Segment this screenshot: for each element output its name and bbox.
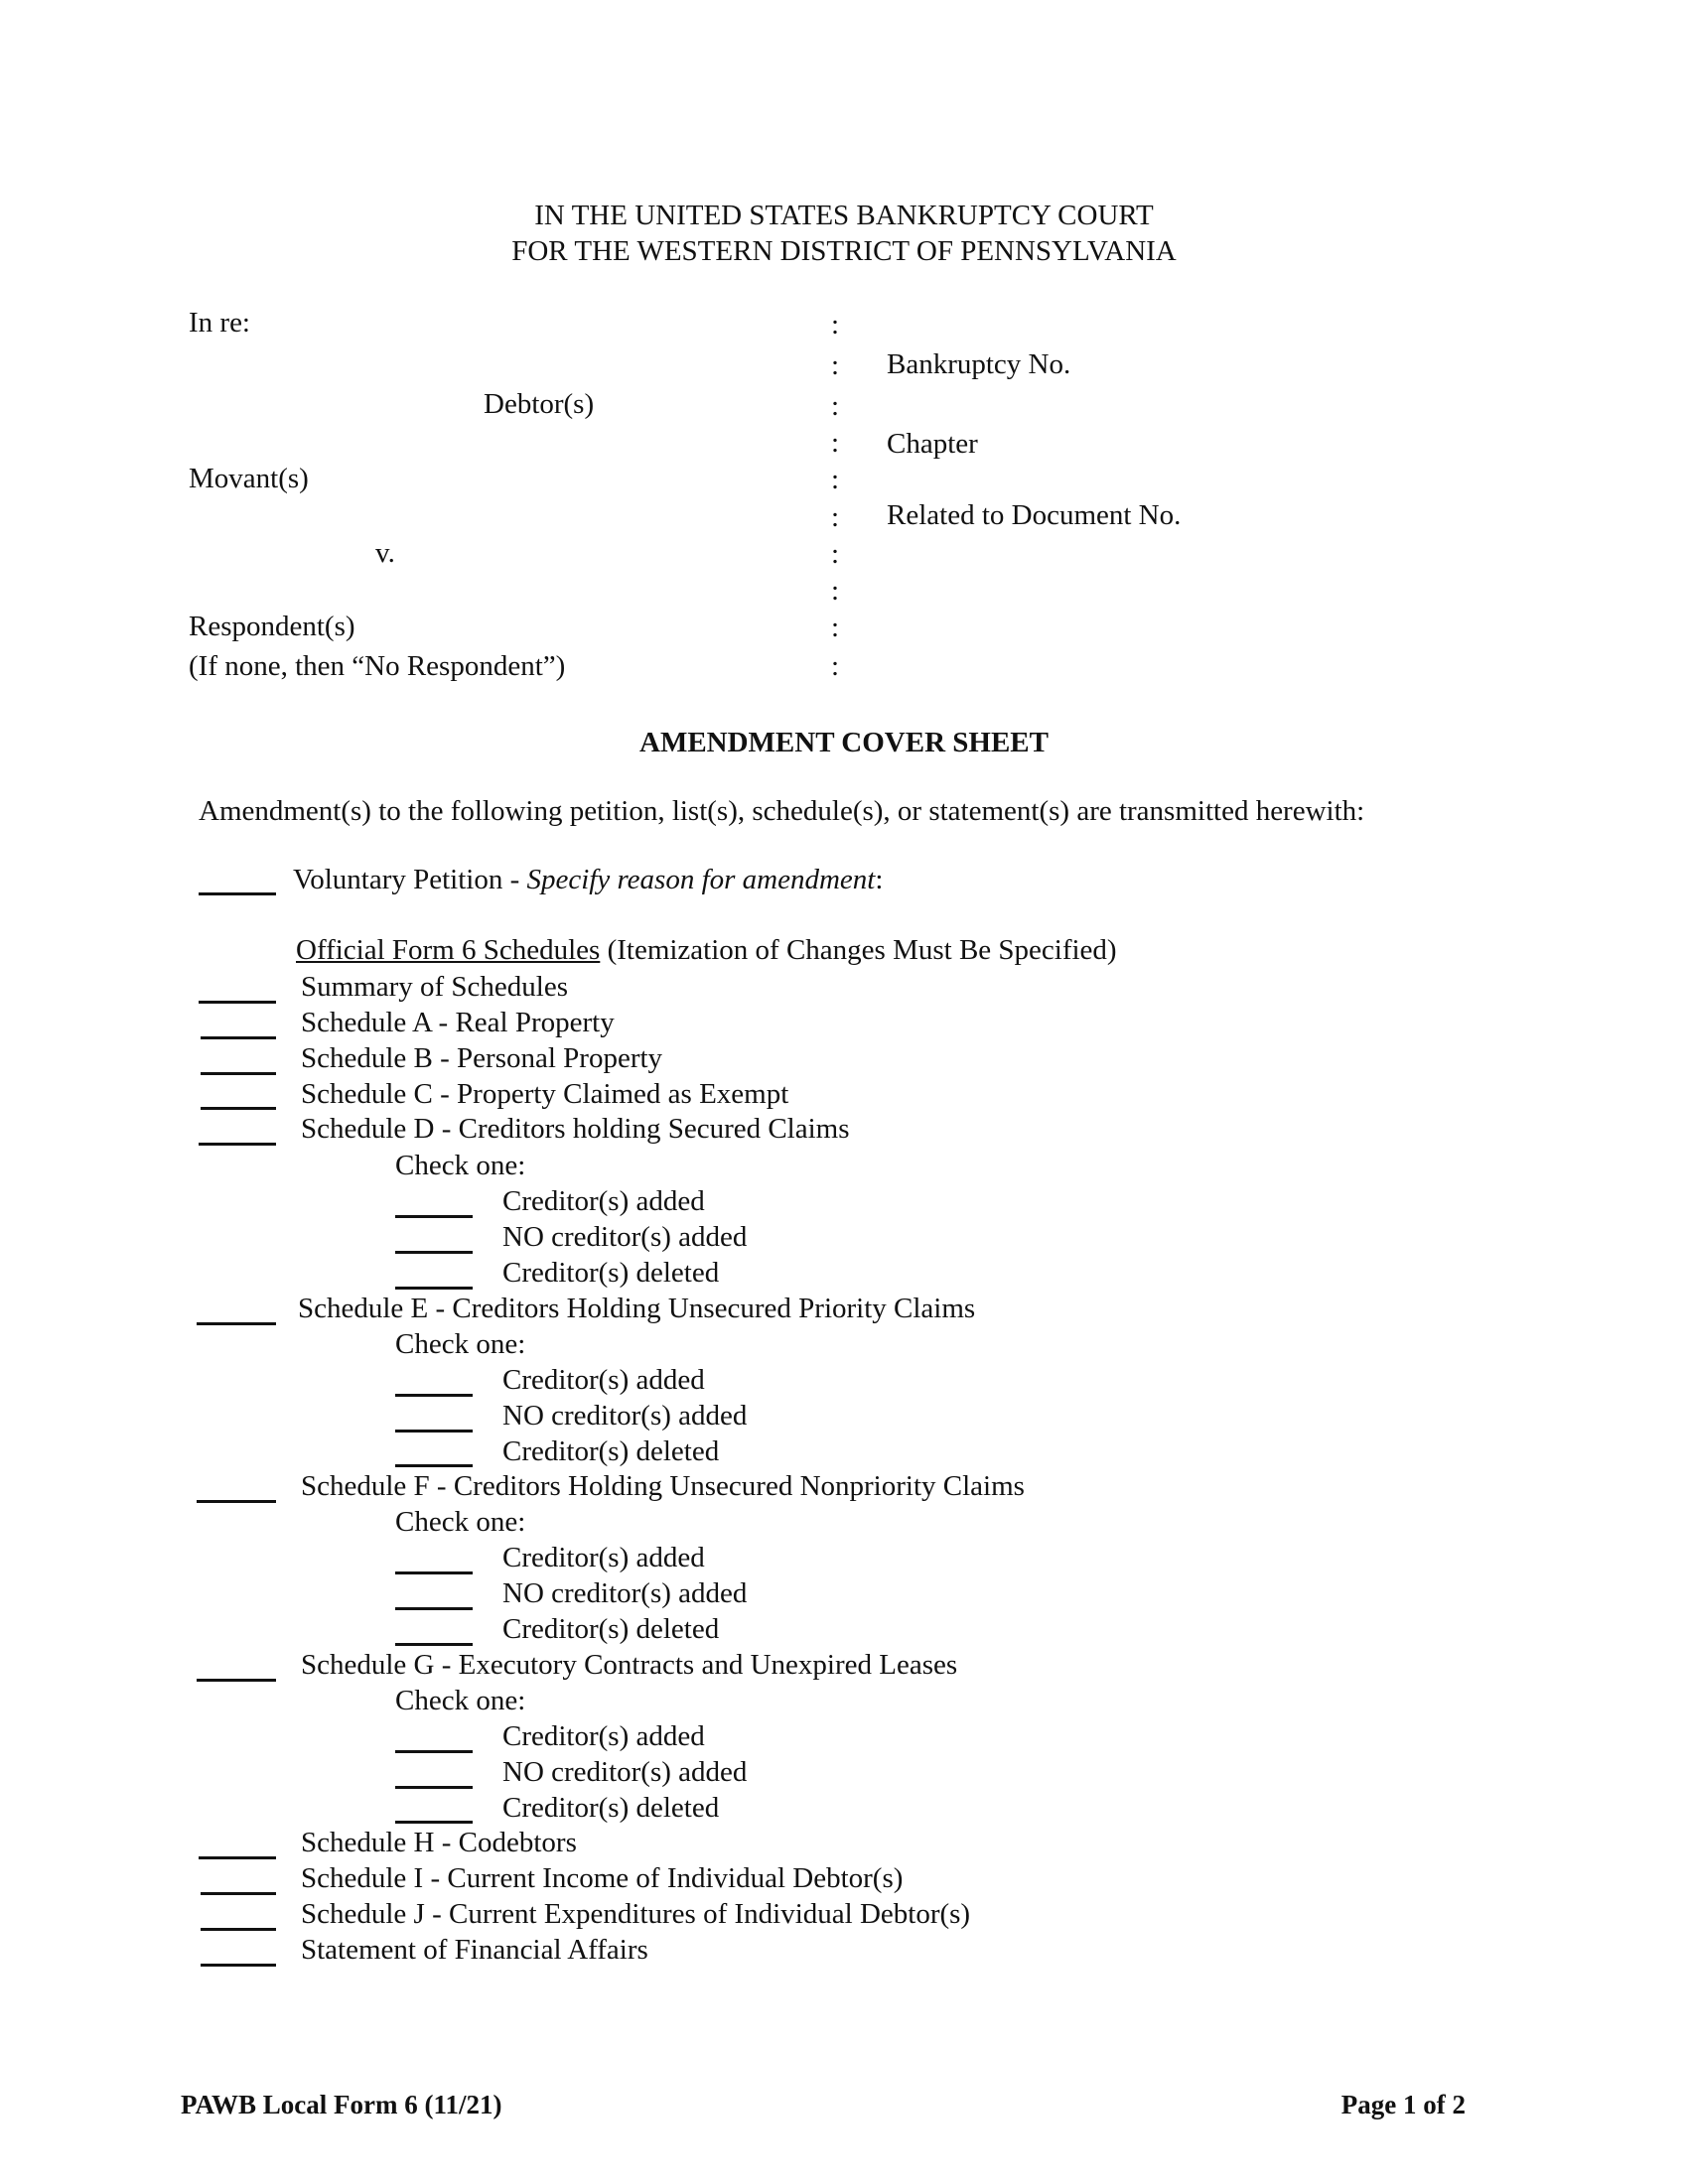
schedule-e-no-added-blank[interactable]	[395, 1430, 473, 1433]
in-re-label: In re:	[189, 307, 250, 339]
schedule-d-item: Schedule D - Creditors holding Secured Claims	[301, 1113, 850, 1145]
schedule-g-item: Schedule G - Executory Contracts and Unexpired Leases	[301, 1649, 958, 1681]
caption-colon: :	[831, 349, 840, 381]
chapter-label: Chapter	[887, 428, 978, 460]
sofa-blank[interactable]	[201, 1964, 276, 1967]
schedule-e-item: Schedule E - Creditors Holding Unsecured Priority Claims	[298, 1293, 976, 1324]
form6-heading	[296, 933, 1117, 967]
schedule-e-added-blank[interactable]	[395, 1394, 473, 1397]
schedule-g-check-one: Check one:	[395, 1685, 526, 1716]
summary-blank[interactable]	[199, 1001, 276, 1004]
schedule-f-deleted: Creditor(s) deleted	[502, 1613, 720, 1645]
page-number: Page 1 of 2	[1340, 2090, 1466, 2119]
court-name: IN THE UNITED STATES BANKRUPTCY COURT	[534, 200, 1154, 231]
caption-colon: :	[831, 538, 840, 570]
form6-heading-title: Official Form 6 Schedules	[296, 934, 601, 966]
caption-colon: :	[831, 501, 840, 533]
schedule-i-item: Schedule I - Current Income of Individual Debtor(s)	[301, 1862, 904, 1894]
schedule-d-deleted: Creditor(s) deleted	[502, 1257, 720, 1289]
schedule-f-no-added-blank[interactable]	[395, 1607, 473, 1610]
caption-colon: :	[831, 650, 840, 682]
voluntary-petition-blank[interactable]	[199, 892, 276, 895]
debtors-label: Debtor(s)	[484, 388, 595, 420]
schedule-d-blank[interactable]	[199, 1143, 276, 1146]
bankruptcy-no-label: Bankruptcy No.	[887, 348, 1071, 380]
schedule-c-item: Schedule C - Property Claimed as Exempt	[301, 1078, 789, 1110]
schedule-g-no-added-blank[interactable]	[395, 1786, 473, 1789]
schedule-f-check-one: Check one:	[395, 1506, 526, 1538]
schedule-f-item: Schedule F - Creditors Holding Unsecured Nonpriority Claims	[301, 1470, 1025, 1502]
schedule-e-deleted: Creditor(s) deleted	[502, 1435, 720, 1467]
schedule-b-item: Schedule B - Personal Property	[301, 1042, 663, 1074]
schedule-f-no-added: NO creditor(s) added	[502, 1577, 748, 1609]
schedule-e-check-one: Check one:	[395, 1328, 526, 1360]
sofa-item: Statement of Financial Affairs	[301, 1934, 648, 1966]
voluntary-petition-reason: Specify reason for amendment	[526, 864, 876, 895]
schedule-d-added: Creditor(s) added	[502, 1185, 705, 1217]
schedule-f-added: Creditor(s) added	[502, 1542, 705, 1573]
schedule-g-no-added: NO creditor(s) added	[502, 1756, 748, 1788]
schedule-d-no-added: NO creditor(s) added	[502, 1221, 748, 1253]
schedule-e-added: Creditor(s) added	[502, 1364, 705, 1396]
schedule-f-added-blank[interactable]	[395, 1571, 473, 1574]
schedule-e-blank[interactable]	[197, 1322, 276, 1325]
schedule-d-no-added-blank[interactable]	[395, 1251, 473, 1254]
voluntary-petition-item	[293, 863, 883, 896]
schedule-d-deleted-blank[interactable]	[395, 1287, 473, 1290]
schedule-g-added-blank[interactable]	[395, 1750, 473, 1753]
schedule-a-blank[interactable]	[201, 1036, 276, 1039]
respondents-label: Respondent(s)	[189, 611, 355, 642]
schedule-i-blank[interactable]	[201, 1892, 276, 1895]
caption-colon: :	[831, 309, 840, 341]
schedule-e-no-added: NO creditor(s) added	[502, 1400, 748, 1432]
schedule-h-item: Schedule H - Codebtors	[301, 1827, 577, 1858]
schedule-f-deleted-blank[interactable]	[395, 1643, 473, 1646]
caption-colon: :	[831, 575, 840, 607]
caption-colon: :	[831, 464, 840, 495]
schedule-a-item: Schedule A - Real Property	[301, 1007, 615, 1038]
court-district: FOR THE WESTERN DISTRICT OF PENNSYLVANIA	[511, 235, 1177, 267]
caption-colon: :	[831, 427, 840, 459]
caption-colon: :	[831, 390, 840, 422]
voluntary-petition-label: Voluntary Petition -	[293, 864, 527, 895]
intro-text: Amendment(s) to the following petition, list(s), schedule(s), or statement(s) are transmitted herewith:	[199, 795, 1365, 827]
voluntary-petition-colon: :	[875, 864, 884, 895]
schedule-h-blank[interactable]	[199, 1856, 276, 1859]
schedule-g-deleted: Creditor(s) deleted	[502, 1792, 720, 1824]
related-document-label: Related to Document No.	[887, 499, 1182, 531]
form6-heading-note: (Itemization of Changes Must Be Specified)	[600, 934, 1117, 966]
schedule-g-deleted-blank[interactable]	[395, 1821, 473, 1824]
schedule-b-blank[interactable]	[201, 1072, 276, 1075]
caption-colon: :	[831, 612, 840, 643]
summary-item: Summary of Schedules	[301, 971, 569, 1003]
schedule-d-check-one: Check one:	[395, 1150, 526, 1181]
schedule-g-added: Creditor(s) added	[502, 1720, 705, 1752]
form-identifier: PAWB Local Form 6 (11/21)	[181, 2090, 502, 2119]
schedule-c-blank[interactable]	[201, 1107, 276, 1110]
schedule-d-added-blank[interactable]	[395, 1215, 473, 1218]
schedule-f-blank[interactable]	[197, 1500, 276, 1503]
versus-label: v.	[375, 537, 395, 569]
respondents-note: (If none, then “No Respondent”)	[189, 650, 566, 682]
schedule-e-deleted-blank[interactable]	[395, 1464, 473, 1467]
schedule-j-blank[interactable]	[201, 1928, 276, 1931]
schedule-g-blank[interactable]	[197, 1679, 276, 1682]
schedule-j-item: Schedule J - Current Expenditures of Individual Debtor(s)	[301, 1898, 971, 1930]
movants-label: Movant(s)	[189, 463, 309, 494]
document-title: AMENDMENT COVER SHEET	[639, 727, 1049, 758]
